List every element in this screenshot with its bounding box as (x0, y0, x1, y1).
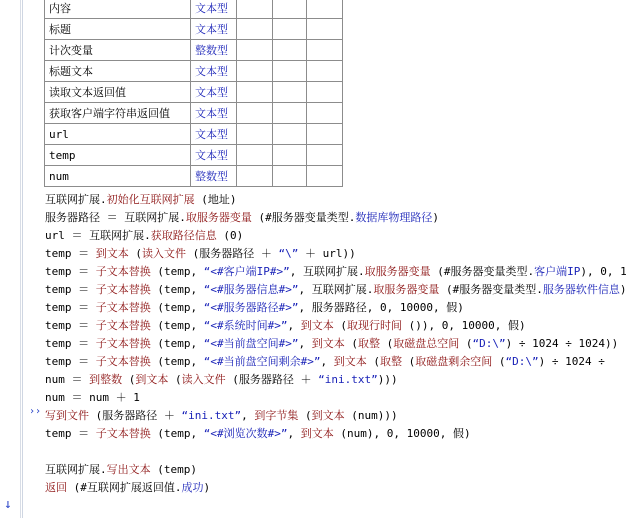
variable-row[interactable] (45, 61, 343, 82)
code-keyword: 取磁盘剩余空间 (415, 355, 493, 368)
code-literal: “ini.txt” (318, 373, 378, 386)
code-text: ( (122, 373, 136, 386)
code-text: , (287, 319, 301, 332)
variable-flag-cell[interactable] (307, 0, 343, 19)
variable-name[interactable]: 计次变量 (45, 40, 191, 61)
variable-type[interactable]: 文本型 (191, 0, 237, 19)
code-keyword: 子文本替换 (95, 337, 151, 350)
code-literal: 数据库物理路径 (355, 211, 433, 224)
editor-gutter (0, 0, 21, 518)
variable-flag-cell[interactable] (273, 0, 307, 19)
code-text: (地址) (194, 193, 237, 206)
code-text: ( (333, 319, 347, 332)
variable-flag-cell[interactable] (237, 61, 273, 82)
code-text: temp ＝ (45, 427, 96, 440)
variable-flag-cell[interactable] (273, 61, 307, 82)
variable-type[interactable]: 文本型 (191, 61, 237, 82)
code-text: temp ＝ (45, 355, 96, 368)
code-text: 互联网扩展. (45, 193, 107, 206)
code-text: num ＝ num ＋ 1 (45, 391, 140, 404)
code-text: (#服务器变量类型. (430, 265, 535, 278)
code-line[interactable] (45, 443, 643, 461)
code-text: (temp, (150, 427, 204, 440)
scroll-down-arrow-icon[interactable]: ↓ (4, 497, 12, 512)
variable-type[interactable]: 文本型 (191, 19, 237, 40)
code-line[interactable] (45, 227, 643, 245)
variable-row[interactable] (45, 145, 343, 166)
code-text: (服务器路径 ＋ (89, 409, 182, 422)
code-keyword: 到文本 (311, 337, 345, 350)
code-line[interactable] (45, 263, 643, 281)
variable-flag-cell[interactable] (307, 124, 343, 145)
code-text: ), 0, 1 (580, 265, 627, 278)
code-text: (temp, (150, 337, 204, 350)
variable-type[interactable]: 文本型 (191, 82, 237, 103)
variable-name[interactable]: 标题 (45, 19, 191, 40)
variable-row[interactable] (45, 103, 343, 124)
code-keyword: 到文本 (333, 355, 367, 368)
code-line[interactable] (45, 479, 643, 497)
code-text: (服务器路径 ＋ (225, 373, 319, 386)
code-text: ( (366, 355, 380, 368)
code-keyword: 读入文件 (181, 373, 226, 386)
code-keyword: 子文本替换 (95, 355, 151, 368)
variable-flag-cell[interactable] (307, 61, 343, 82)
code-line[interactable] (45, 407, 643, 425)
code-text: (#互联网扩展返回值. (67, 481, 182, 494)
code-keyword: 子文本替换 (95, 283, 151, 296)
variable-type[interactable]: 整数型 (191, 40, 237, 61)
code-text: (temp, (150, 265, 204, 278)
variable-flag-cell[interactable] (273, 40, 307, 61)
variable-flag-cell[interactable] (273, 82, 307, 103)
variable-flag-cell[interactable] (237, 0, 273, 19)
indent-guide (22, 0, 23, 518)
code-keyword: 到字节集 (254, 409, 299, 422)
variable-name[interactable]: temp (45, 145, 191, 166)
variable-type[interactable]: 文本型 (191, 103, 237, 124)
variable-name[interactable]: num (45, 166, 191, 187)
code-line[interactable] (45, 353, 643, 371)
variable-type[interactable]: 文本型 (191, 145, 237, 166)
code-keyword: 初始化互联网扩展 (106, 193, 195, 206)
code-text: (#服务器变量类型. (251, 211, 356, 224)
variable-flag-cell[interactable] (237, 82, 273, 103)
variable-row[interactable] (45, 40, 343, 61)
code-text: (temp, (150, 283, 204, 296)
code-line[interactable] (45, 245, 643, 263)
code-line[interactable] (45, 191, 643, 209)
code-line[interactable] (45, 335, 643, 353)
code-literal: 客户端IP (534, 265, 581, 278)
code-text: (num))) (344, 409, 398, 422)
code-text: num ＝ (45, 373, 90, 386)
code-text: ( (128, 247, 142, 260)
variable-flag-cell[interactable] (237, 166, 273, 187)
variable-flag-cell[interactable] (237, 124, 273, 145)
code-keyword: 到文本 (311, 409, 345, 422)
code-line[interactable] (45, 281, 643, 299)
code-line[interactable] (45, 425, 643, 443)
code-literal: 成功 (181, 481, 204, 494)
code-text: , (287, 427, 301, 440)
code-text: temp ＝ (45, 337, 96, 350)
code-keyword: 到整数 (89, 373, 123, 386)
code-keyword: 子文本替换 (95, 301, 151, 314)
code-keyword: 到文本 (300, 427, 334, 440)
variable-flag-cell[interactable] (273, 145, 307, 166)
code-text: ) (432, 211, 439, 224)
code-keyword: 子文本替换 (95, 427, 151, 440)
code-literal: “<#客户端IP#>” (203, 265, 290, 278)
code-keyword: 取现行时间 (346, 319, 402, 332)
code-text: ( (492, 355, 506, 368)
variable-row[interactable] (45, 19, 343, 40)
code-editor[interactable] (45, 191, 643, 497)
local-variable-table (44, 0, 343, 187)
code-keyword: 子文本替换 (95, 265, 151, 278)
code-text: ))) (377, 373, 398, 386)
code-text: ( (168, 373, 182, 386)
code-text: ) (619, 283, 627, 296)
code-text: (temp, (150, 319, 204, 332)
code-literal: “D:\” (505, 355, 539, 368)
code-literal: “\” (278, 247, 299, 260)
current-line-marker-icon: ›› (29, 406, 42, 417)
variable-type[interactable]: 整数型 (191, 166, 237, 187)
variable-flag-cell[interactable] (273, 19, 307, 40)
variable-row[interactable] (45, 124, 343, 145)
code-text: (#服务器变量类型. (439, 283, 543, 296)
code-text: ( (401, 355, 416, 368)
code-text: (0) (216, 229, 244, 242)
variable-flag-cell[interactable] (307, 40, 343, 61)
code-text: (temp, (150, 301, 204, 314)
variable-flag-cell[interactable] (273, 103, 307, 124)
variable-name[interactable]: 标题文本 (45, 61, 191, 82)
code-keyword: 读入文件 (142, 247, 186, 260)
code-text: (num), 0, 10000, 假) (333, 427, 471, 440)
code-keyword: 返回 (45, 481, 67, 494)
variable-row[interactable] (45, 82, 343, 103)
code-text: , (320, 355, 334, 368)
code-line[interactable] (45, 371, 643, 389)
variable-row[interactable] (45, 166, 343, 187)
code-keyword: 到文本 (300, 319, 334, 332)
code-literal: “<#服务器信息#>” (203, 283, 299, 296)
code-literal: 服务器软件信息 (542, 283, 620, 296)
code-keyword: 子文本替换 (95, 319, 151, 332)
variable-flag-cell[interactable] (307, 145, 343, 166)
code-line[interactable] (45, 317, 643, 335)
code-text: temp ＝ (45, 319, 96, 332)
code-keyword: 到文本 (95, 247, 129, 260)
code-literal: “<#当前盘空间剩余#>” (203, 355, 321, 368)
code-text: ) (203, 481, 211, 494)
code-text: (temp) (150, 463, 197, 476)
code-keyword: 取整 (357, 337, 380, 350)
code-text: temp ＝ (45, 247, 96, 260)
code-keyword: 取服务器变量 (373, 283, 440, 296)
code-text: , (298, 337, 312, 350)
code-text: , 服务器路径, 0, 10000, 假) (298, 301, 464, 314)
variable-flag-cell[interactable] (307, 19, 343, 40)
variable-type[interactable]: 文本型 (191, 124, 237, 145)
variable-flag-cell[interactable] (237, 40, 273, 61)
code-literal: “D:\” (472, 337, 506, 350)
code-literal: “ini.txt” (181, 409, 242, 422)
code-text: ( (298, 409, 312, 422)
code-keyword: 写到文件 (45, 409, 89, 422)
code-text: ) ÷ 1024 ÷ 1024)) (505, 337, 619, 350)
code-text: (temp, (150, 355, 204, 368)
code-text: , 互联网扩展. (298, 283, 374, 296)
variable-name[interactable]: 内容 (45, 0, 191, 19)
variable-flag-cell[interactable] (273, 166, 307, 187)
code-text: , 互联网扩展. (289, 265, 365, 278)
code-keyword: 取整 (379, 355, 402, 368)
code-text: ( (379, 337, 394, 350)
code-line[interactable] (45, 299, 643, 317)
code-keyword: 取服务器变量 (364, 265, 431, 278)
variable-flag-cell[interactable] (237, 145, 273, 166)
variable-flag-cell[interactable] (307, 103, 343, 124)
variable-name[interactable]: 获取客户端字符串返回值 (45, 103, 191, 124)
variable-flag-cell[interactable] (307, 82, 343, 103)
code-line[interactable] (45, 389, 643, 407)
code-text: temp ＝ (45, 301, 96, 314)
variable-flag-cell[interactable] (237, 19, 273, 40)
variable-row[interactable] (45, 0, 343, 19)
code-text: url ＝ 互联网扩展. (45, 229, 151, 242)
code-keyword: 取磁盘总空间 (393, 337, 460, 350)
variable-flag-cell[interactable] (237, 103, 273, 124)
variable-flag-cell[interactable] (307, 166, 343, 187)
code-keyword: 取服务器变量 (185, 211, 252, 224)
variable-name[interactable]: 读取文本返回值 (45, 82, 191, 103)
code-line[interactable] (45, 209, 643, 227)
code-text: 服务器路径 ＝ 互联网扩展. (45, 211, 186, 224)
code-literal: “<#系统时间#>” (203, 319, 288, 332)
code-literal: “<#当前盘空间#>” (203, 337, 299, 350)
code-literal: “<#服务器路径#>” (203, 301, 299, 314)
code-text: , (241, 409, 255, 422)
variable-flag-cell[interactable] (273, 124, 307, 145)
code-keyword: 到文本 (135, 373, 169, 386)
code-text: ( (459, 337, 473, 350)
code-text: temp ＝ (45, 265, 96, 278)
code-text: ＋ url)) (298, 247, 356, 260)
code-text: temp ＝ (45, 283, 96, 296)
code-keyword: 获取路径信息 (150, 229, 217, 242)
code-text: 互联网扩展. (45, 463, 107, 476)
variable-name[interactable]: url (45, 124, 191, 145)
code-literal: “<#浏览次数#>” (203, 427, 288, 440)
code-text: (服务器路径 ＋ (186, 247, 279, 260)
code-line[interactable] (45, 461, 643, 479)
code-text: ( (344, 337, 358, 350)
code-text: ) ÷ 1024 ÷ (538, 355, 605, 368)
code-text: ()), 0, 10000, 假) (401, 319, 526, 332)
code-keyword: 写出文本 (106, 463, 151, 476)
